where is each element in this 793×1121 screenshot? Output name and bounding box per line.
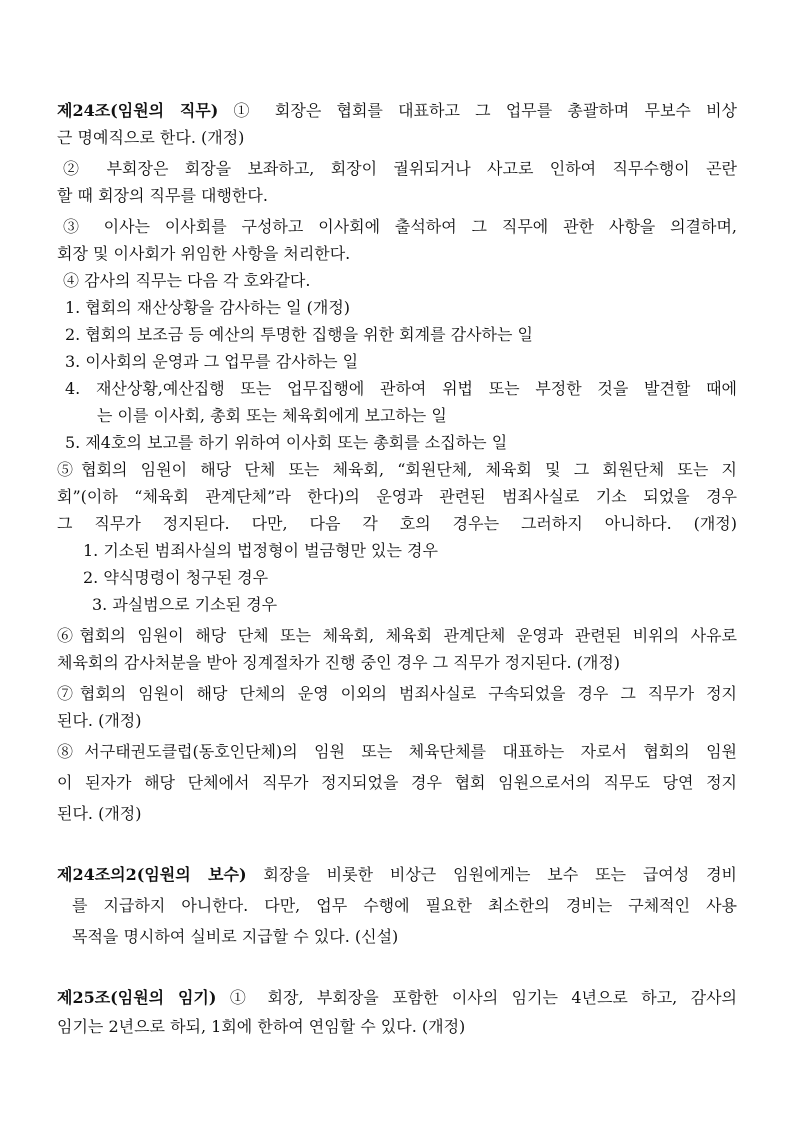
article-24-clause-3-cont: 회장 및 이사회가 위임한 사항을 처리한다. [57,244,351,263]
article-24-clause-4: ④ 감사의 직무는 다음 각 호와같다. [63,271,311,290]
article-24-clause-6: ⑥협회의 임원이 해당 단체 또는 체육회, 체육회 관계단체 운영과 관련된 비위의 사유로 [57,626,737,645]
auditor-duty-item-5: 5. 제4호의 보고를 하기 위하여 이사회 또는 총회를 소집하는 일 [65,433,508,452]
article-24-line-1 [57,100,737,122]
auditor-duty-item-2: 2. 협회의 보조금 등 예산의 투명한 집행을 위한 회계를 감사하는 일 [65,325,533,344]
article-24-clause-5: ⑤협회의 임원이 해당 단체 또는 체육회, “회원단체, 체육회 및 그 회원단체 또는 지 [57,460,737,479]
article-24-heading: 제24조(임원의 직무) [57,101,219,120]
auditor-duty-item-4-cont: 는 이를 이사회, 총회 또는 체육회에게 보고하는 일 [97,406,447,425]
exception-item-2: 2. 약식명령이 청구된 경우 [83,568,269,587]
article-24-clause-5-cont-2: 그 직무가 정지된다. 다만, 다음 각 호의 경우는 그러하지 아니하다. (개정) [57,514,737,533]
article-24-clause-2-cont: 할 때 회장의 직무를 대행한다. [57,186,268,205]
article-24-clause-8-cont-1: 이 된자가 해당 단체에서 직무가 정지되었을 경우 협회 임원으로서의 직무도 당연 정지 [57,773,737,792]
article-24-2-line-1 [57,864,737,886]
article-24-clause-6-cont: 체육회의 감사처분을 받아 징계절차가 진행 중인 경우 그 직무가 정지된다. (개정) [57,653,621,672]
exception-item-1: 1. 기소된 범죄사실의 법정형이 벌금형만 있는 경우 [83,541,438,560]
auditor-duty-item-3: 3. 이사회의 운영과 그 업무를 감사하는 일 [65,352,359,371]
article-25-clause-1: ① 회장, 부회장을 포함한 이사의 임기는 4년으로 하고, 감사의 [229,988,738,1007]
article-25-line-1 [57,987,737,1009]
article-25-line-2: 임기는 2년으로 하되, 1회에 한하여 연임할 수 있다. (개정) [57,1017,466,1036]
article-24-2-heading: 제24조의2(임원의 보수) [57,865,247,884]
article-24-line-2: 근 명예직으로 한다. (개정) [57,128,245,147]
auditor-duty-item-4: 4. 재산상황,예산집행 또는 업무집행에 관하여 위법 또는 부정한 것을 발견할 때에 [65,379,737,398]
auditor-duty-item-1: 1. 협회의 재산상황을 감사하는 일 (개정) [65,298,351,317]
article-24-clause-3: ③ 이사는 이사회를 구성하고 이사회에 출석하여 그 직무에 관한 사항을 의결하며, [63,217,737,236]
article-24-clause-8: ⑧서구태권도클럽(동호인단체)의 임원 또는 체육단체를 대표하는 자로서 협회의 임원 [57,742,737,761]
exception-item-3: 3. 과실범으로 기소된 경우 [92,595,278,614]
article-24-clause-7-cont: 된다. (개정) [57,711,142,730]
article-25-heading: 제25조(임원의 임기) [57,988,217,1007]
article-24-2-line-3: 목적을 명시하여 실비로 지급할 수 있다. (신설) [72,927,399,946]
article-24-clause-2: ② 부회장은 회장을 보좌하고, 회장이 궐위되거나 사고로 인하여 직무수행이 곤란 [63,159,737,178]
article-24-clause-1: ① 회장은 협회를 대표하고 그 업무를 총괄하며 무보수 비상 [233,101,737,120]
article-24-clause-7: ⑦협회의 임원이 해당 단체의 운영 이외의 범죄사실로 구속되었을 경우 그 직무가 정지 [57,684,737,703]
article-24-2-line-2: 를 지급하지 아니한다. 다만, 업무 수행에 필요한 최소한의 경비는 구체적인 사용 [72,896,737,915]
article-24-2-text-1: 회장을 비롯한 비상근 임원에게는 보수 또는 급여성 경비 [263,865,737,884]
article-24-clause-5-cont-1: 회”(이하 “체육회 관계단체”라 한다)의 운영과 관련된 범죄사실로 기소 되었을 경우 [57,487,737,506]
article-24-clause-8-cont-2: 된다. (개정) [57,804,142,823]
